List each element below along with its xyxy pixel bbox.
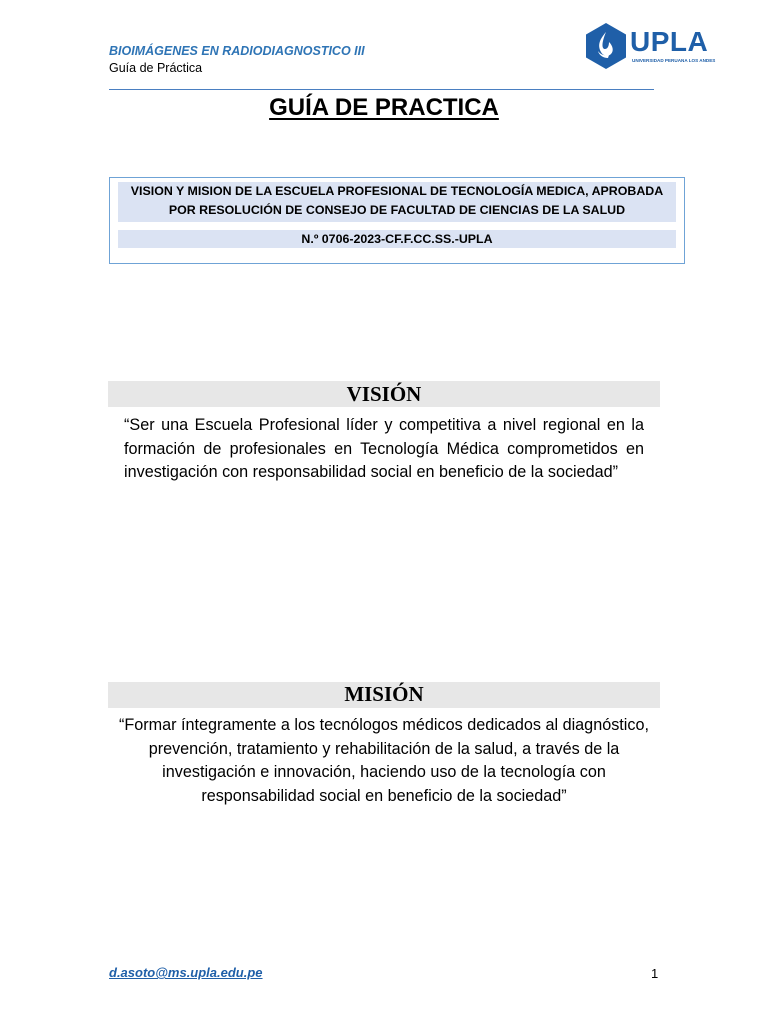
upla-flame-icon <box>584 22 628 70</box>
vision-text: “Ser una Escuela Profesional líder y competitiva a nivel regional en la formación de profesionales en Tecnología Médica comprometidos en investigación con responsabilidad social en beneficio de la sociedad” <box>124 416 644 482</box>
upla-logo <box>584 22 724 70</box>
header-subtitle: Guía de Práctica <box>109 61 203 75</box>
mision-text <box>100 714 668 808</box>
footer-email-link[interactable]: d.asoto@ms.upla.edu.pe <box>109 965 263 980</box>
mision-line: “Formar íntegramente a los tecnólogos médicos dedicados al diagnóstico, <box>119 716 649 734</box>
mision-line: prevención, tratamiento y rehabilitación de la salud, a través de la <box>148 739 620 758</box>
approval-line-2: POR RESOLUCIÓN DE CONSEJO DE FACULTAD DE CIENCIAS DE LA SALUD <box>168 203 626 217</box>
resolution-number: N.º 0706-2023-CF.F.CC.SS.-UPLA <box>301 232 493 246</box>
course-title: BIOIMÁGENES EN RADIODIAGNOSTICO III <box>109 44 365 58</box>
logo-wordmark: UPLA <box>630 26 709 57</box>
page-title <box>0 94 768 122</box>
approval-box <box>109 177 685 264</box>
mision-heading: MISIÓN <box>344 682 424 706</box>
vision-heading: VISIÓN <box>346 382 422 406</box>
mision-line: responsabilidad social en beneficio de la sociedad” <box>201 786 567 805</box>
header-divider <box>109 89 654 90</box>
page-number: 1 <box>651 966 659 981</box>
page-title-text: GUÍA DE PRACTICA <box>269 94 499 121</box>
approval-line-1: VISION Y MISION DE LA ESCUELA PROFESIONAL DE TECNOLOGÍA MEDICA, APROBADA <box>130 184 664 198</box>
mision-line: investigación e innovación, haciendo uso de la tecnología con <box>162 763 606 782</box>
logo-tagline: UNIVERSIDAD PERUANA LOS ANDES <box>632 58 716 63</box>
